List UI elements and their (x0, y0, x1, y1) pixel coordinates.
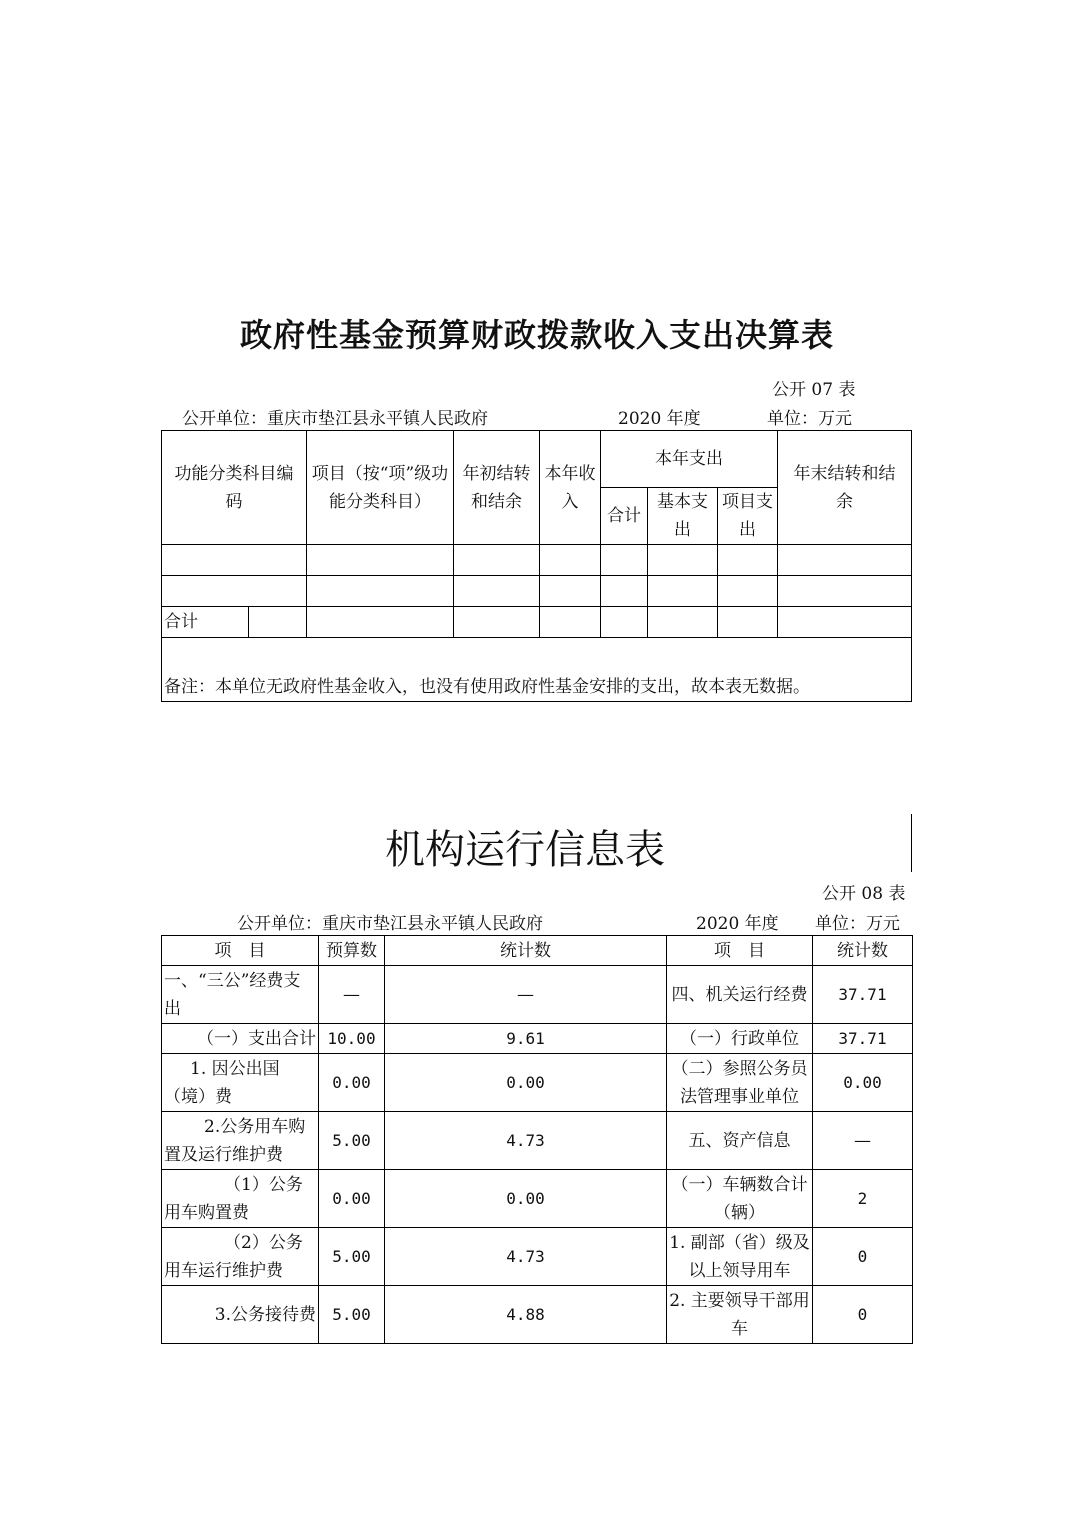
table07-unit: 公开单位：重庆市垫江县永平镇人民政府 (182, 409, 488, 429)
row-stat: 4.73 (385, 1112, 667, 1170)
row-stat: — (385, 966, 667, 1024)
row-item: 一、“三公”经费支出 (162, 966, 319, 1024)
table08-currency: 单位：万元 (815, 914, 900, 934)
header-item: 项目（按“项”级功能分类科目） (307, 431, 454, 545)
table-row-total (162, 607, 912, 638)
row-budget: 5.00 (319, 1228, 385, 1286)
header-basic: 基本支出 (648, 488, 718, 545)
row-stat-2: 37.71 (813, 966, 913, 1024)
header-opening: 年初结转和结余 (454, 431, 540, 545)
table-row (162, 1024, 913, 1054)
row-budget: — (319, 966, 385, 1024)
row-budget: 5.00 (319, 1286, 385, 1344)
row-item-2: 2. 主要领导干部用车 (667, 1286, 813, 1344)
table07 (161, 430, 912, 702)
row-stat-2: 0.00 (813, 1054, 913, 1112)
row-stat: 4.73 (385, 1228, 667, 1286)
header-item-2: 项 目 (667, 936, 813, 966)
table07-title: 政府性基金预算财政拨款收入支出决算表 (239, 316, 834, 354)
row-item-2: 五、资产信息 (667, 1112, 813, 1170)
row-budget: 0.00 (319, 1170, 385, 1228)
row-item: 1. 因公出国（境）费 (162, 1054, 319, 1112)
row-stat: 9.61 (385, 1024, 667, 1054)
table08-title: 机构运行信息表 (385, 827, 665, 873)
table-row (162, 1054, 913, 1112)
row-item: （1）公务用车购置费 (162, 1170, 319, 1228)
table08 (161, 935, 913, 1344)
total-label: 合计 (162, 607, 249, 638)
row-stat: 4.88 (385, 1286, 667, 1344)
table07-note: 备注：本单位无政府性基金收入，也没有使用政府性基金安排的支出，故本表无数据。 (162, 638, 912, 702)
row-budget: 0.00 (319, 1054, 385, 1112)
header-expense: 本年支出 (601, 431, 778, 488)
table08-year: 2020 年度 (696, 914, 779, 934)
table-row (162, 1286, 913, 1344)
row-stat-2: — (813, 1112, 913, 1170)
table-row (162, 1170, 913, 1228)
row-item-2: 四、机关运行经费 (667, 966, 813, 1024)
table-row (162, 576, 912, 607)
header-project: 项目支出 (718, 488, 778, 545)
row-stat-2: 0 (813, 1228, 913, 1286)
row-item-2: 1. 副部（省）级及以上领导用车 (667, 1228, 813, 1286)
row-stat-2: 0 (813, 1286, 913, 1344)
header-budget: 预算数 (319, 936, 385, 966)
table-row (162, 1112, 913, 1170)
row-stat: 0.00 (385, 1054, 667, 1112)
row-item-2: （一）行政单位 (667, 1024, 813, 1054)
row-stat-2: 2 (813, 1170, 913, 1228)
table-row (162, 966, 913, 1024)
row-stat-2: 37.71 (813, 1024, 913, 1054)
header-item: 项 目 (162, 936, 319, 966)
header-func-code: 功能分类科目编码 (162, 431, 307, 545)
row-budget: 5.00 (319, 1112, 385, 1170)
table-row (162, 545, 912, 576)
row-item-2: （一）车辆数合计（辆） (667, 1170, 813, 1228)
row-budget: 10.00 (319, 1024, 385, 1054)
row-item: （2）公务用车运行维护费 (162, 1228, 319, 1286)
row-stat: 0.00 (385, 1170, 667, 1228)
table07-currency: 单位：万元 (767, 409, 852, 429)
table08-code: 公开 08 表 (822, 884, 906, 904)
table07-code: 公开 07 表 (772, 380, 856, 400)
row-item: 3.公务接待费 (162, 1286, 319, 1344)
header-income: 本年收入 (540, 431, 601, 545)
table08-unit: 公开单位：重庆市垫江县永平镇人民政府 (237, 914, 543, 934)
header-total: 合计 (601, 488, 648, 545)
table07-year: 2020 年度 (618, 409, 701, 429)
row-item: 2.公务用车购置及运行维护费 (162, 1112, 319, 1170)
header-closing: 年末结转和结余 (778, 431, 912, 545)
row-item-2: （二）参照公务员法管理事业单位 (667, 1054, 813, 1112)
row-item: （一）支出合计 (162, 1024, 319, 1054)
table-row (162, 1228, 913, 1286)
header-stat-2: 统计数 (813, 936, 913, 966)
header-stat: 统计数 (385, 936, 667, 966)
